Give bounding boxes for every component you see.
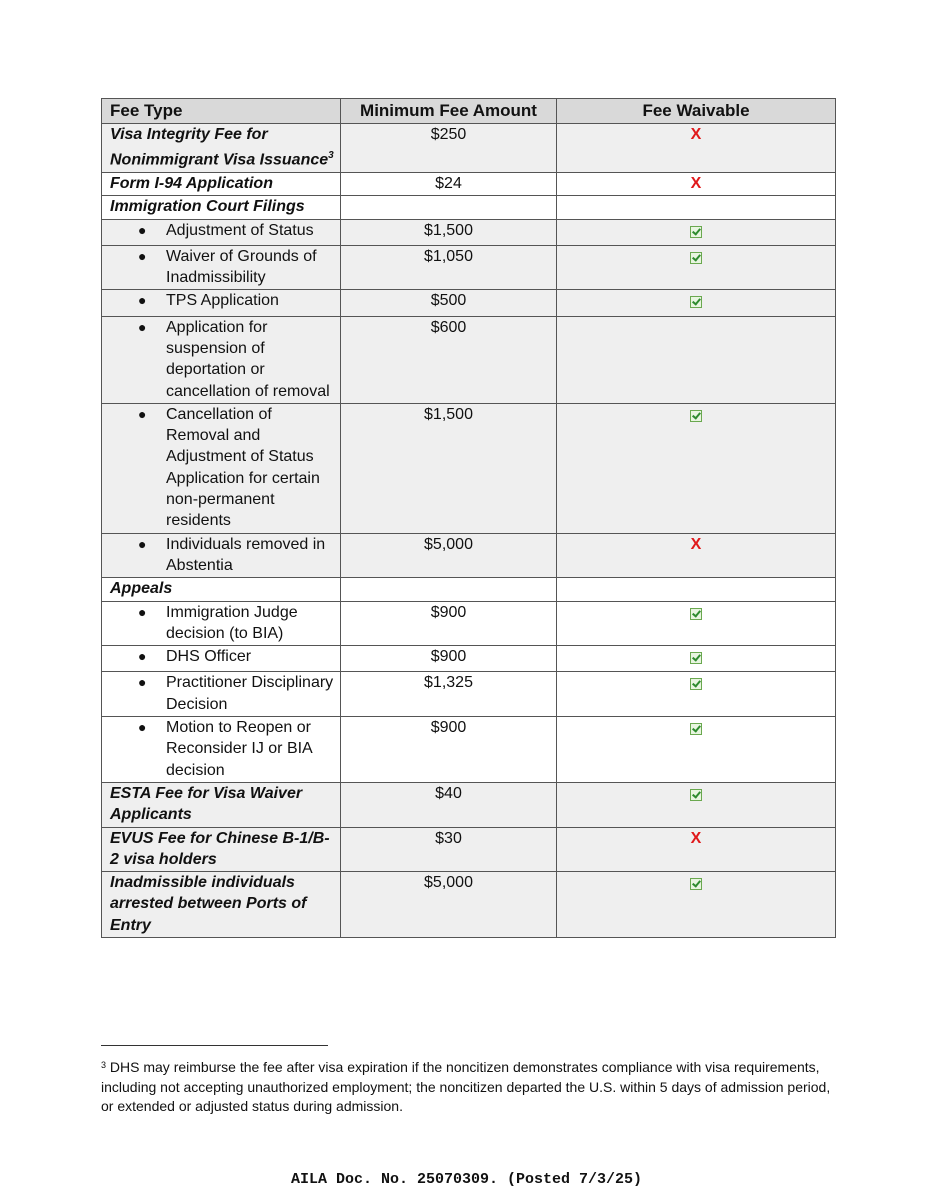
table-row [102, 196, 836, 219]
fee-amount-cell [341, 578, 557, 601]
not-waivable-x-icon: X [690, 535, 702, 553]
fee-type-cell [102, 578, 341, 601]
fee-amount-cell: $1,500 [341, 219, 557, 245]
table-row [102, 717, 836, 783]
fee-type-label: DHS Officer [166, 648, 252, 666]
waivable-check-icon [690, 723, 702, 735]
table-row [102, 672, 836, 717]
fee-amount-cell: $600 [341, 316, 557, 403]
fee-waivable-cell [557, 717, 836, 783]
fee-type-cell [102, 245, 341, 290]
bullet-icon: ● [138, 603, 147, 620]
fee-type-cell [102, 601, 341, 646]
fee-type-cell [102, 172, 341, 195]
fee-waivable-cell [557, 219, 836, 245]
table-row [102, 601, 836, 646]
not-waivable-x-icon: X [690, 829, 702, 847]
bullet-icon: ● [138, 719, 147, 736]
table-row [102, 403, 836, 533]
header-fee-waivable: Fee Waivable [557, 99, 836, 124]
fee-type-cell [102, 533, 341, 578]
fee-amount-cell [341, 196, 557, 219]
fee-type-label: Appeals [110, 580, 173, 598]
bullet-icon: ● [138, 221, 147, 238]
fee-type-label: Adjustment of Status [166, 221, 314, 239]
table-row [102, 782, 836, 827]
fee-type-label: Cancellation of Removal and Adjustment of Status Application for certain non-permanent residents [166, 405, 320, 530]
footnote-number: 3 [101, 1060, 107, 1070]
fee-type-label: Application for suspension of deportation or cancellation of removal [166, 318, 330, 400]
fee-waivable-cell [557, 646, 836, 672]
table-row [102, 172, 836, 195]
waivable-check-icon [690, 296, 702, 308]
fee-waivable-cell [557, 172, 836, 195]
waivable-check-icon [690, 652, 702, 664]
bullet-icon: ● [138, 648, 147, 665]
fee-type-label: Waiver of Grounds of Inadmissibility [166, 247, 317, 287]
fee-waivable-cell [557, 533, 836, 578]
fee-waivable-cell [557, 316, 836, 403]
fee-type-label: Practitioner Disciplinary Decision [166, 674, 334, 713]
fee-waivable-cell [557, 872, 836, 938]
fee-waivable-cell [557, 196, 836, 219]
fee-type-label: TPS Application [166, 292, 279, 310]
not-waivable-x-icon: X [690, 174, 702, 192]
fee-amount-cell: $24 [341, 172, 557, 195]
table-header-row [102, 99, 836, 124]
waivable-check-icon [690, 252, 702, 264]
table-row [102, 219, 836, 245]
fee-type-cell [102, 219, 341, 245]
document-footer: AILA Doc. No. 25070309. (Posted 7/3/25) [290, 1171, 643, 1188]
bullet-icon: ● [138, 674, 147, 691]
fee-waivable-cell [557, 782, 836, 827]
footnote-text: DHS may reimburse the fee after visa expiration if the noncitizen demonstrates compliance with visa requirements, including not accepting unauthorized employment; the noncitizen departed the U.S. within 5 days of admission period, or extended or adjusted status during admission. [101, 1059, 831, 1114]
fee-amount-cell: $900 [341, 601, 557, 646]
fee-amount-cell: $1,050 [341, 245, 557, 290]
waivable-check-icon [690, 878, 702, 890]
fee-waivable-cell [557, 124, 836, 173]
fee-type-label: Individuals removed in Abstentia [166, 535, 326, 574]
fee-waivable-cell [557, 403, 836, 533]
fee-waivable-cell [557, 245, 836, 290]
fee-type-label: Immigration Judge decision (to BIA) [166, 603, 298, 642]
fee-waivable-cell [557, 827, 836, 872]
table-row [102, 872, 836, 938]
fee-type-cell [102, 403, 341, 533]
fee-waivable-cell [557, 290, 836, 316]
fee-table [101, 98, 836, 938]
fee-amount-cell: $1,500 [341, 403, 557, 533]
fee-amount-cell: $5,000 [341, 533, 557, 578]
not-waivable-x-icon: X [690, 126, 702, 143]
fee-type-cell [102, 290, 341, 316]
fee-type-cell [102, 827, 341, 872]
fee-type-label: Inadmissible individuals arrested between Ports of Entry [110, 874, 307, 934]
footnote-reference: 3 [328, 150, 334, 162]
waivable-check-icon [690, 608, 702, 620]
bullet-icon: ● [138, 405, 147, 422]
table-row [102, 245, 836, 290]
fee-amount-cell: $900 [341, 646, 557, 672]
header-fee-type: Fee Type [102, 99, 341, 124]
table-row [102, 827, 836, 872]
fee-type-cell [102, 316, 341, 403]
bullet-icon: ● [138, 318, 147, 335]
fee-type-label: Immigration Court Filings [110, 198, 305, 216]
fee-type-label: Form I-94 Application [110, 174, 273, 192]
fee-waivable-cell [557, 672, 836, 717]
fee-type-cell [102, 872, 341, 938]
fee-amount-cell: $1,325 [341, 672, 557, 717]
fee-table-body [102, 124, 836, 938]
bullet-icon: ● [138, 292, 147, 309]
fee-type-label: Visa Integrity Fee for Nonimmigrant Visa Issuance [110, 126, 329, 169]
waivable-check-icon [690, 226, 702, 238]
table-row [102, 646, 836, 672]
table-row [102, 533, 836, 578]
fee-type-cell [102, 646, 341, 672]
fee-waivable-cell [557, 601, 836, 646]
fee-waivable-cell [557, 578, 836, 601]
fee-type-cell [102, 672, 341, 717]
fee-amount-cell: $250 [341, 124, 557, 173]
fee-type-label: EVUS Fee for Chinese B-1/B-2 visa holders [110, 829, 330, 868]
table-row [102, 578, 836, 601]
fee-type-cell [102, 196, 341, 219]
table-row [102, 316, 836, 403]
fee-type-cell [102, 782, 341, 827]
fee-type-label: Motion to Reopen or Reconsider IJ or BIA decision [166, 719, 312, 779]
footnote [101, 1058, 831, 1117]
bullet-icon: ● [138, 247, 147, 264]
header-minimum-fee-amount: Minimum Fee Amount [341, 99, 557, 124]
waivable-check-icon [690, 789, 702, 801]
fee-type-cell [102, 124, 341, 173]
fee-type-label: ESTA Fee for Visa Waiver Applicants [110, 784, 303, 824]
fee-amount-cell: $500 [341, 290, 557, 316]
footnote-divider [101, 1045, 328, 1046]
fee-amount-cell: $900 [341, 717, 557, 783]
waivable-check-icon [690, 410, 702, 422]
bullet-icon: ● [138, 535, 147, 552]
table-row [102, 124, 836, 173]
waivable-check-icon [690, 678, 702, 690]
fee-amount-cell: $30 [341, 827, 557, 872]
fee-amount-cell: $40 [341, 782, 557, 827]
fee-type-cell [102, 717, 341, 783]
fee-amount-cell: $5,000 [341, 872, 557, 938]
table-row [102, 290, 836, 316]
